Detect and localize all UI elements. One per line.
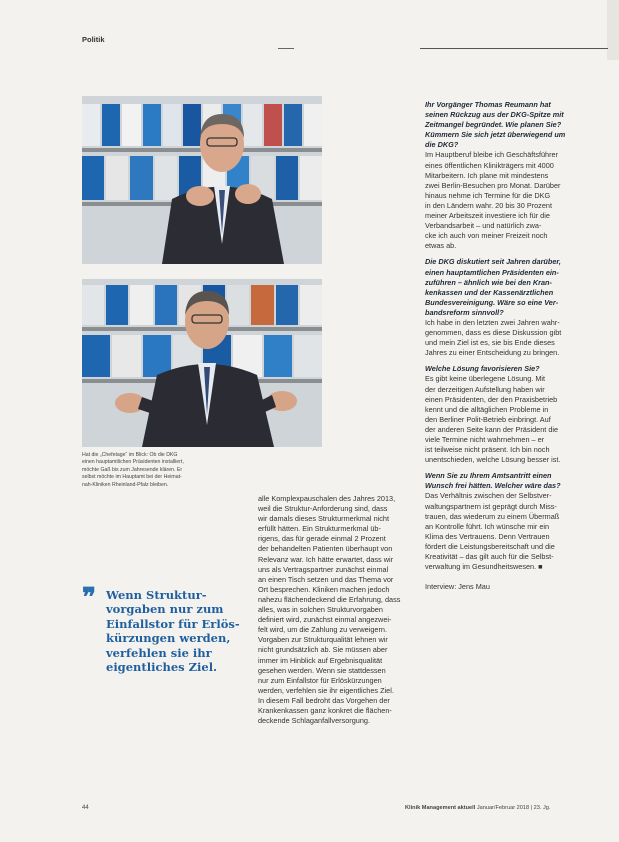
interview-question — [425, 100, 585, 150]
page-edge — [607, 0, 619, 60]
interview-answer — [425, 318, 585, 358]
caption-line: nah-Kliniken Rheinland-Pfalz bleiben. — [82, 481, 169, 488]
answer-line: trauen, das wiederum zu einem Übermaß — [425, 511, 560, 521]
question-line: einen hauptamtlichen Präsidenten ein- — [425, 267, 559, 277]
body-line: In diesem Fall bedroht das Vorgehen der — [258, 695, 390, 705]
body-line: rigens, das für gerade einmal 2 Prozent — [258, 534, 386, 544]
answer-line: Das Verhältnis zwischen der Selbstver- — [425, 491, 552, 501]
body-line: weil die Struktur-Anforderung sind, dass — [258, 504, 388, 514]
question-line: Kümmern Sie sich jetzt überwiegend um — [425, 130, 566, 140]
interview-answer — [425, 150, 585, 251]
interview-author: Interview: Jens Mau — [425, 582, 490, 592]
header-rule-short — [278, 48, 294, 49]
pull-quote-line: verfehlen sie ihr — [106, 645, 212, 660]
body-line: werden, verfehlen sie ihr eigentliches Ziel. — [258, 685, 394, 695]
body-line: an einen Tisch setzen und das Thema vor — [258, 574, 394, 584]
body-line: wir damals dieses Strukturmerkmal nicht — [258, 514, 389, 524]
pull-quote-line: Wenn Struktur- — [106, 588, 207, 602]
interview-answer — [425, 374, 585, 465]
pull-quote-line: vorgaben nur zum — [106, 602, 224, 617]
body-line: Vorgaben zur Strukturqualität lehnen wir — [258, 635, 388, 645]
answer-line: Mitarbeitern. Ich plane mit mindestens — [425, 170, 549, 180]
pull-quote-text — [106, 588, 242, 674]
body-line: erfüllt hätten. Ein Strukturmerkmal üb- — [258, 524, 381, 534]
right-column — [425, 100, 585, 592]
interview-question — [425, 364, 585, 374]
interview-answer — [425, 491, 585, 572]
body-line: alles, was in solchen Strukturvorgaben — [258, 605, 383, 615]
answer-text: verwaltung im Gesundheitswesen. — [425, 562, 537, 572]
answer-line: meiner Arbeitszeit investiere ich für die — [425, 211, 550, 221]
portrait-figure — [152, 104, 292, 264]
answer-line: Ich habe in den letzten zwei Jahren wahr- — [425, 317, 560, 327]
question-line: Welche Lösung favorisieren Sie? — [425, 364, 540, 374]
body-line: uns als Vertragspartner zunächst einmal — [258, 564, 389, 574]
question-line: Bundesvereinigung. Wäre so eine Ver- — [425, 297, 559, 307]
answer-line: fördert die Leistungsbereitschaft und die — [425, 541, 555, 551]
body-line: felt wird, um die Zahlung zu verweigern. — [258, 625, 387, 635]
pull-quote-line: eigentliches Ziel. — [106, 660, 218, 675]
quote-mark-icon: ❞ — [82, 583, 96, 613]
body-line: gesehen werden. Wenn sie stattdessen — [258, 665, 386, 675]
interview-question — [425, 257, 585, 318]
answer-line: in den Ländern wahr. 20 bis 30 Prozent — [425, 200, 552, 210]
question-line: Wenn Sie zu Ihrem Amtsantritt einen — [425, 471, 552, 481]
answer-line — [425, 562, 585, 572]
answer-line: Es gibt keine überlegene Lösung. Mit — [425, 374, 546, 384]
answer-line: ist teilweise nicht präsent. Ich bin noch — [425, 445, 550, 455]
question-line: bandsreform sinnvoll? — [425, 307, 504, 317]
caption-line: Hat die „Chefetage“ im Blick: Ob die DKG — [82, 452, 178, 458]
body-line: der behandelten Patienten überhaupt von — [258, 544, 393, 554]
answer-line: etwas ab. — [425, 241, 457, 251]
answer-line: einen Präsidenten, der den Praxisbetrieb — [425, 394, 558, 404]
magazine-title: Klinik Management aktuell — [405, 805, 476, 811]
answer-line: Klima des Vertrauens. Denn Vertrauen — [425, 531, 550, 541]
body-line: nicht grundsätzlich ab. Sie müssen aber — [258, 645, 388, 655]
body-line: Relevanz war. Ich hätte erwartet, dass wir — [258, 554, 394, 564]
answer-line: der anderen Seite kann der Präsident die — [425, 424, 559, 434]
question-line: Die DKG diskutiert seit Jahren darüber, — [425, 257, 561, 267]
pull-quote-line: Einfallstor für Erlös- — [106, 616, 240, 631]
answer-line: hinaus nehme ich Termine für die DKG — [425, 190, 551, 200]
body-line: Krankenkassen ganz konkret die flächen- — [258, 705, 392, 715]
photo-bottom — [82, 279, 322, 447]
answer-line: viele Termine nicht wahrnehmen – er — [425, 435, 545, 444]
portrait-figure — [102, 285, 312, 447]
section-label: Politik — [82, 35, 105, 44]
magazine-footer — [405, 805, 550, 811]
question-line: Zeitmangel begründet. Wie planen Sie? — [425, 120, 562, 130]
pull-quote-line: kürzungen werden, — [106, 631, 231, 646]
question-line: seinen Rückzug aus der DKG-Spitze mit — [425, 110, 564, 120]
answer-line: Kreativität – das gilt auch für die Selbst- — [425, 552, 554, 562]
caption-line: möchte Gaß bis zum Jahresende klären. Er — [82, 466, 183, 473]
body-line: nur zum Einfallstor für Erlöskürzungen — [258, 675, 382, 685]
answer-line: waltungspartnern ist geprägt durch Miss- — [425, 501, 557, 511]
answer-line: an Kontrolle führt. Ich wünsche mir ein — [425, 521, 550, 531]
body-line: immer im Hinblick auf Ergebnisqualität — [258, 655, 383, 665]
body-line: nahezu flächendeckend die Erfahrung, dass — [258, 594, 401, 604]
end-mark-icon: ■ — [538, 562, 543, 572]
answer-line: Im Hauptberuf bleibe ich Geschäftsführer — [425, 150, 559, 160]
body-line: deckende Schlaganfallversorgung. — [258, 716, 370, 726]
question-line: zuführen – ähnlich wie bei den Kran- — [425, 277, 552, 287]
answer-line: der derzeitigen Aufstellung haben wir — [425, 384, 545, 394]
caption-line: selbst möchte im Hauptamt bei der Heimat- — [82, 474, 182, 481]
question-line: die DKG? — [425, 140, 459, 150]
interview-question — [425, 471, 585, 491]
answer-line: unentschieden, welche Lösung besser ist. — [425, 455, 561, 465]
answer-line: Verbandsarbeit – und natürlich zwa- — [425, 221, 542, 231]
answer-line: eines öffentlichen Klinikträgers mit 4000 — [425, 160, 554, 170]
answer-line: Jahres zu einer Entscheidung zu bringen. — [425, 348, 560, 358]
question-line: Wunsch frei hätten. Welcher wäre das? — [425, 481, 561, 491]
photo-caption — [82, 452, 257, 489]
answer-line: genommen, dass es diese Diskussion gibt — [425, 328, 562, 338]
question-line: Ihr Vorgänger Thomas Reumann hat — [425, 100, 551, 109]
answer-line: den Berliner Polit-Betrieb einbringt. Auf — [425, 414, 551, 424]
answer-line: zwei Berlin-Besuchen pro Monat. Darüber — [425, 180, 561, 190]
body-line: definiert wird, zunächst einmal angezwei- — [258, 615, 392, 625]
header-rule-long — [420, 48, 608, 49]
page-number: 44 — [82, 805, 89, 811]
answer-line: cke ich auch von meiner Freizeit noch — [425, 231, 548, 241]
middle-column — [258, 494, 414, 726]
body-line: alle Komplexpauschalen des Jahres 2013, — [258, 494, 396, 503]
body-line: Ort besprechen. Kliniken machen jedoch — [258, 584, 390, 594]
question-line: kenkassen und der Kassenärztlichen — [425, 287, 554, 297]
caption-line: einen hauptamtlichen Präsidenten installiert, — [82, 459, 184, 466]
issue-info: Januar/Februar 2018 | 23. Jg. — [476, 805, 551, 811]
answer-line: und mein Ziel ist es, sie bis Ende dieses — [425, 338, 555, 348]
answer-line: kennt und die alltäglichen Probleme in — [425, 404, 549, 414]
photo-top — [82, 96, 322, 264]
